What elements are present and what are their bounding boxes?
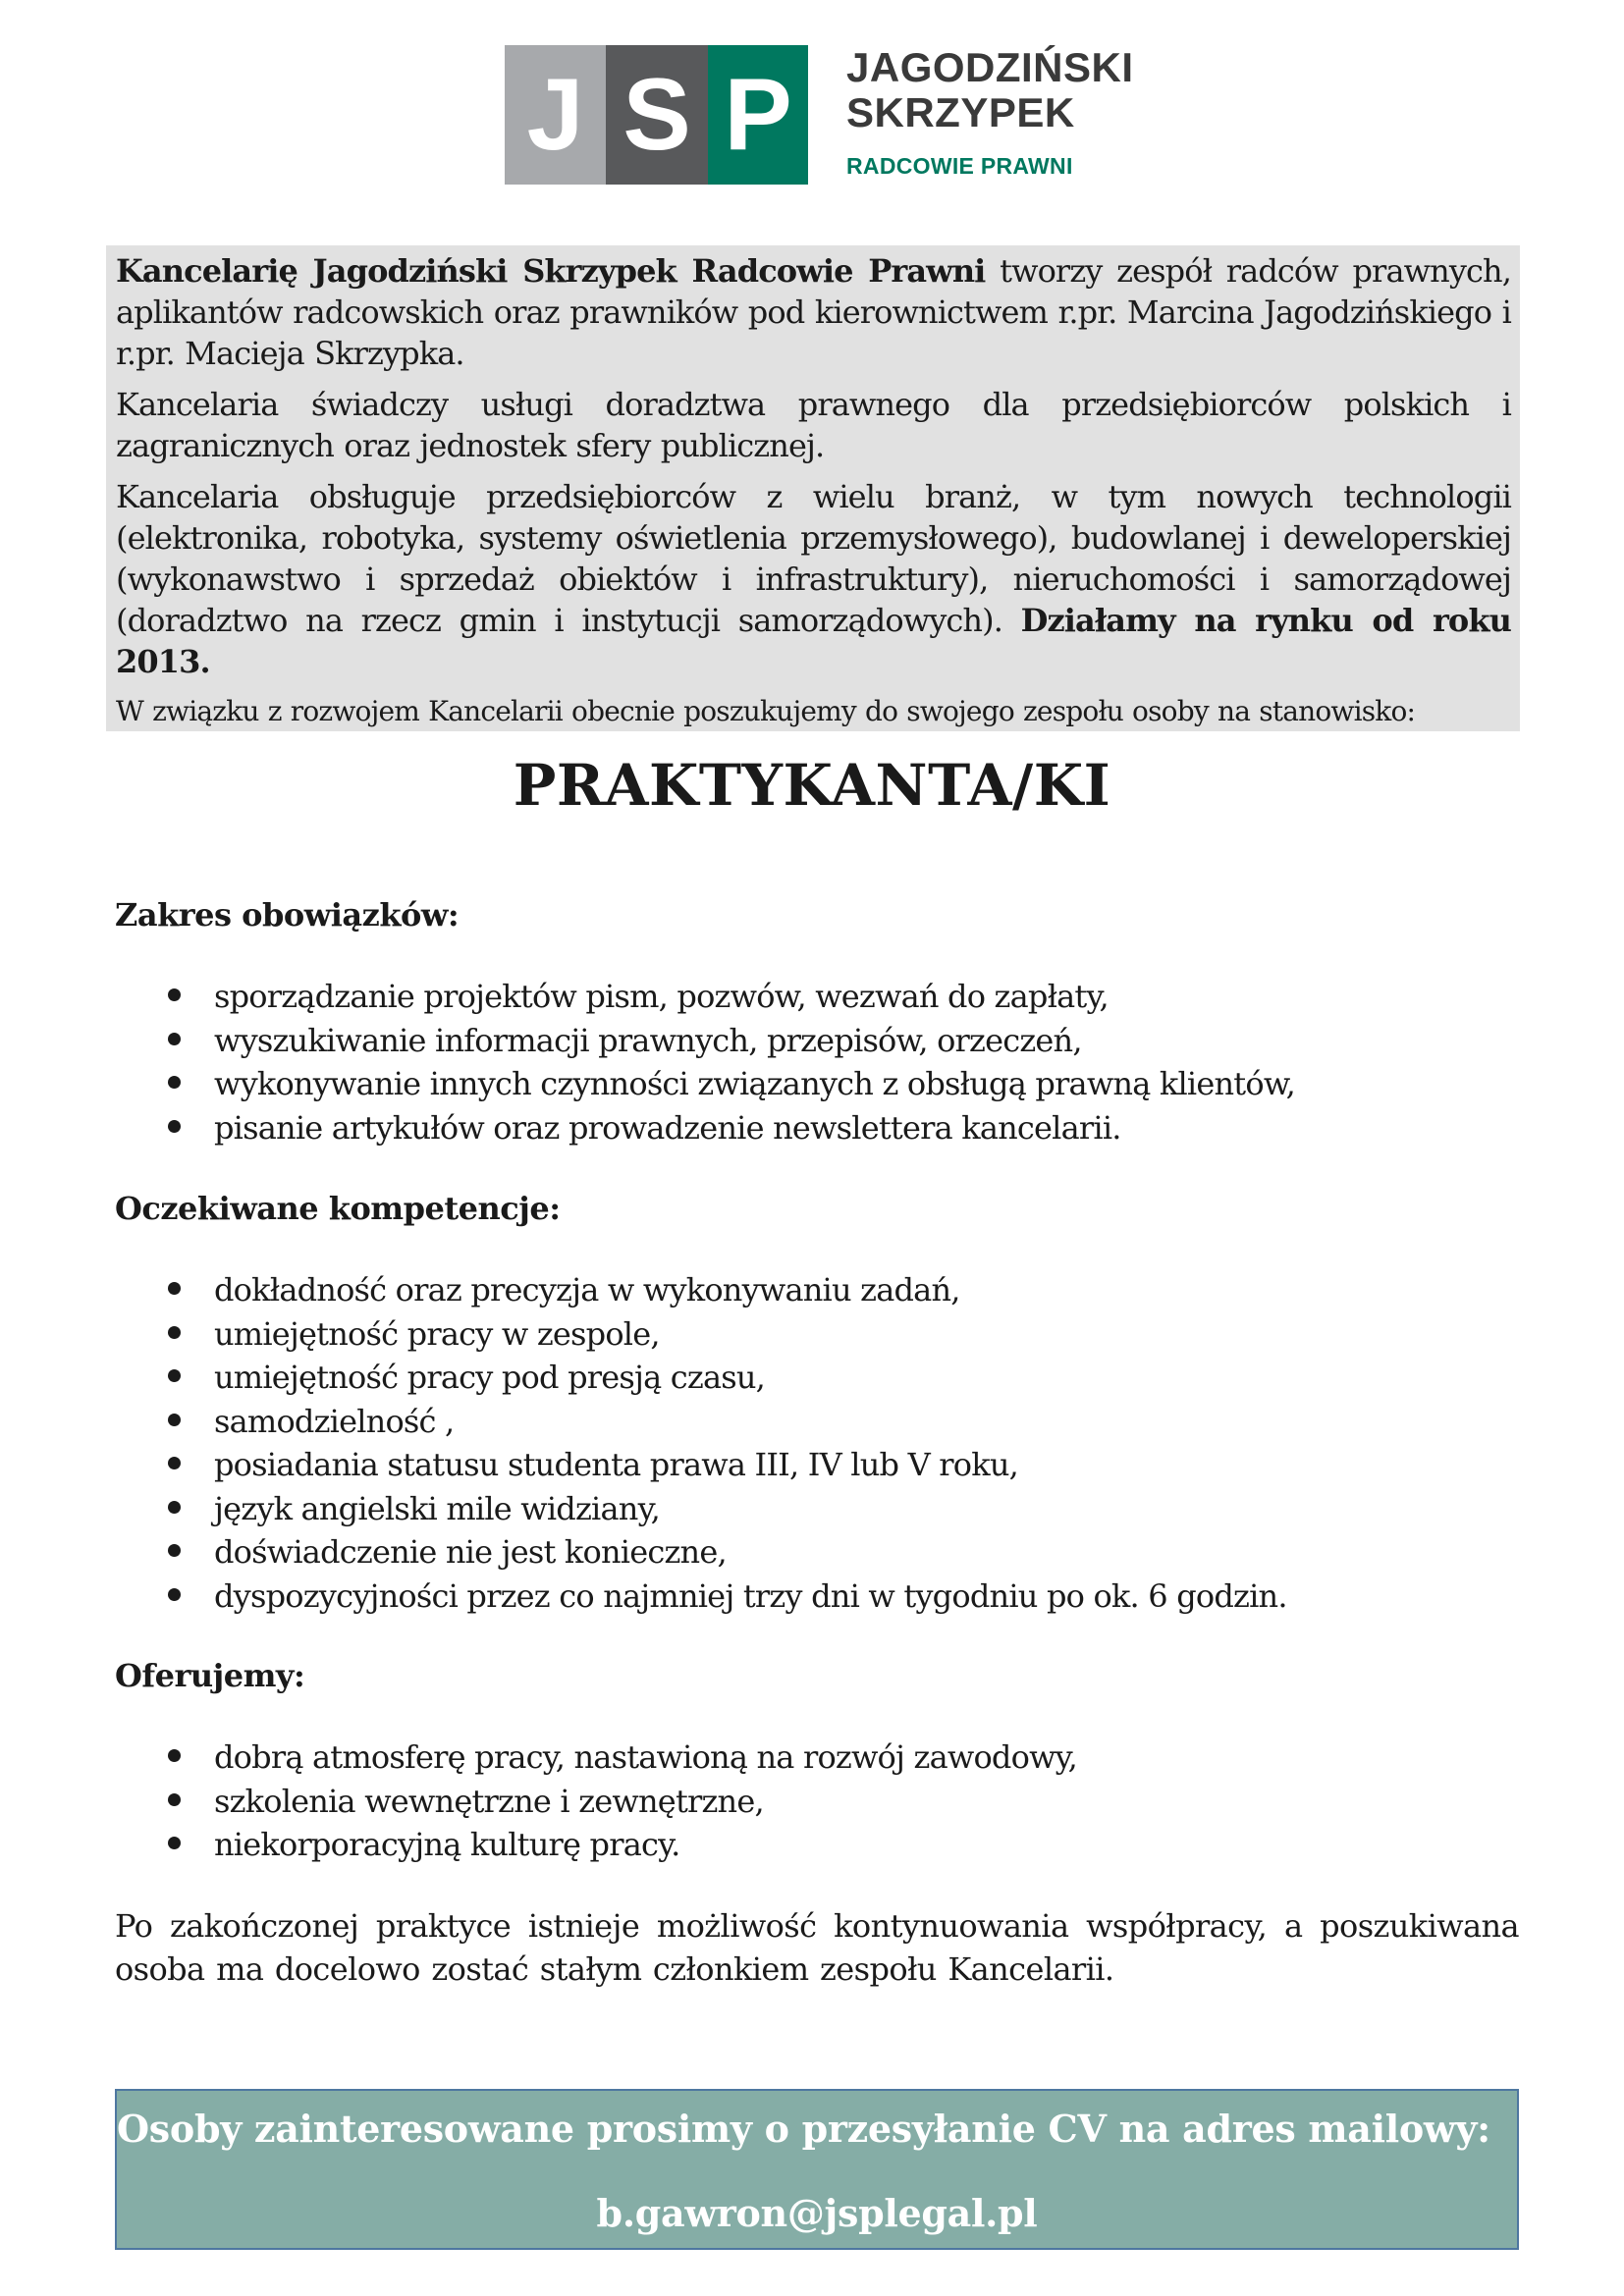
list-item: dokładność oraz precyzja w wykonywaniu zadań,	[0, 1268, 1287, 1312]
closing-paragraph: Po zakończonej praktyce istnieje możliwość kontynuowania współpracy, a poszukiwana osoba ma docelowo zostać stałym członkiem zespołu Kancelarii.	[115, 1907, 1519, 1988]
logo-tile-j: J	[505, 45, 606, 185]
list-item: umiejętność pracy w zespole,	[0, 1312, 1287, 1357]
bullet-icon	[168, 1033, 181, 1045]
bullet-icon	[168, 1501, 181, 1514]
logo-name-line1: JAGODZIŃSKI	[846, 44, 1134, 90]
offer-list	[0, 1735, 1077, 1867]
bullet-icon	[168, 1369, 181, 1382]
bullet-icon	[168, 1282, 181, 1295]
intro-paragraph-3	[116, 476, 1511, 682]
logo-name-line2: SKRZYPEK	[846, 89, 1075, 135]
list-item: pisanie artykułów oraz prowadzenie newslettera kancelarii.	[0, 1106, 1295, 1150]
contact-box	[115, 2089, 1519, 2250]
intro-paragraph-3-text: Kancelaria obsługuje przedsiębiorców z wielu branż, w tym nowych technologii (elektronika, robotyka, systemy oświetlenia przemysłowego), budowlanej i deweloperskiej (wykonawstwo i sprzedaż obiektów i infrastruktury), nieruchomości i samorządowej (doradztwo na rzecz gmin i instytucji samorządowych).	[116, 478, 1511, 639]
section-heading-duties: Zakres obowiązków:	[115, 896, 460, 934]
position-title: PRAKTYKANTA/KI	[513, 752, 1111, 819]
list-item: wyszukiwanie informacji prawnych, przepisów, orzeczeń,	[0, 1019, 1295, 1063]
bullet-icon	[168, 1120, 181, 1133]
list-item: szkolenia wewnętrzne i zewnętrzne,	[0, 1780, 1077, 1824]
list-item: niekorporacyjną kulturę pracy.	[0, 1823, 1077, 1867]
bullet-icon	[168, 988, 181, 1001]
bullet-icon	[168, 1414, 181, 1426]
bullet-icon	[168, 1457, 181, 1469]
logo-wordmark	[846, 45, 1134, 180]
bullet-icon	[168, 1326, 181, 1339]
established-year-note: Działamy na rynku od roku 2013.	[116, 602, 1511, 680]
list-item: umiejętność pracy pod presją czasu,	[0, 1356, 1287, 1400]
bullet-icon	[168, 1793, 181, 1806]
section-heading-competences: Oczekiwane kompetencje:	[115, 1190, 561, 1227]
contact-instruction: Osoby zainteresowane prosimy o przesyłanie CV na adres mailowy:	[117, 2107, 1490, 2151]
list-item: język angielski mile widziany,	[0, 1487, 1287, 1531]
logo-tagline: RADCOWIE PRAWNI	[846, 153, 1073, 179]
list-item: wykonywanie innych czynności związanych z obsługą prawną klientów,	[0, 1062, 1295, 1106]
bullet-icon	[168, 1749, 181, 1762]
section-heading-offer: Oferujemy:	[115, 1657, 305, 1694]
duties-list	[0, 975, 1295, 1149]
intro-box	[106, 245, 1520, 731]
jsp-logo-mark	[505, 45, 808, 185]
intro-paragraph-1	[116, 250, 1511, 374]
intro-paragraph-2: Kancelaria świadczy usługi doradztwa prawnego dla przedsiębiorców polskich i zagranicznych oraz jednostek sfery publicznej.	[116, 386, 1511, 464]
bullet-icon	[168, 1837, 181, 1849]
list-item: posiadania statusu studenta prawa III, IV lub V roku,	[0, 1443, 1287, 1487]
list-item: dobrą atmosferę pracy, nastawioną na rozwój zawodowy,	[0, 1735, 1077, 1780]
list-item: samodzielność ,	[0, 1400, 1287, 1444]
logo-tile-p: P	[708, 45, 808, 185]
list-item: dyspozycyjności przez co najmniej trzy dni w tygodniu po ok. 6 godzin.	[0, 1575, 1287, 1619]
logo-tile-s: S	[606, 45, 708, 185]
intro-paragraph-4: W związku z rozwojem Kancelarii obecnie poszukujemy do swojego zespołu osoby na stanowisko:	[116, 695, 1416, 727]
list-item: sporządzanie projektów pism, pozwów, wezwań do zapłaty,	[0, 975, 1295, 1019]
firm-name: Kancelarię Jagodziński Skrzypek Radcowie Prawni	[116, 252, 986, 290]
competences-list	[0, 1268, 1287, 1618]
contact-email[interactable]: b.gawron@jsplegal.pl	[596, 2191, 1038, 2235]
intro-paragraph-1-text: tworzy zespół radców prawnych, aplikantów radcowskich oraz prawników pod kierownictwem r.pr. Marcina Jagodzińskiego i r.pr. Macieja Skrzypka.	[116, 252, 1511, 372]
bullet-icon	[168, 1076, 181, 1089]
bullet-icon	[168, 1544, 181, 1557]
list-item: doświadczenie nie jest konieczne,	[0, 1530, 1287, 1575]
bullet-icon	[168, 1588, 181, 1601]
